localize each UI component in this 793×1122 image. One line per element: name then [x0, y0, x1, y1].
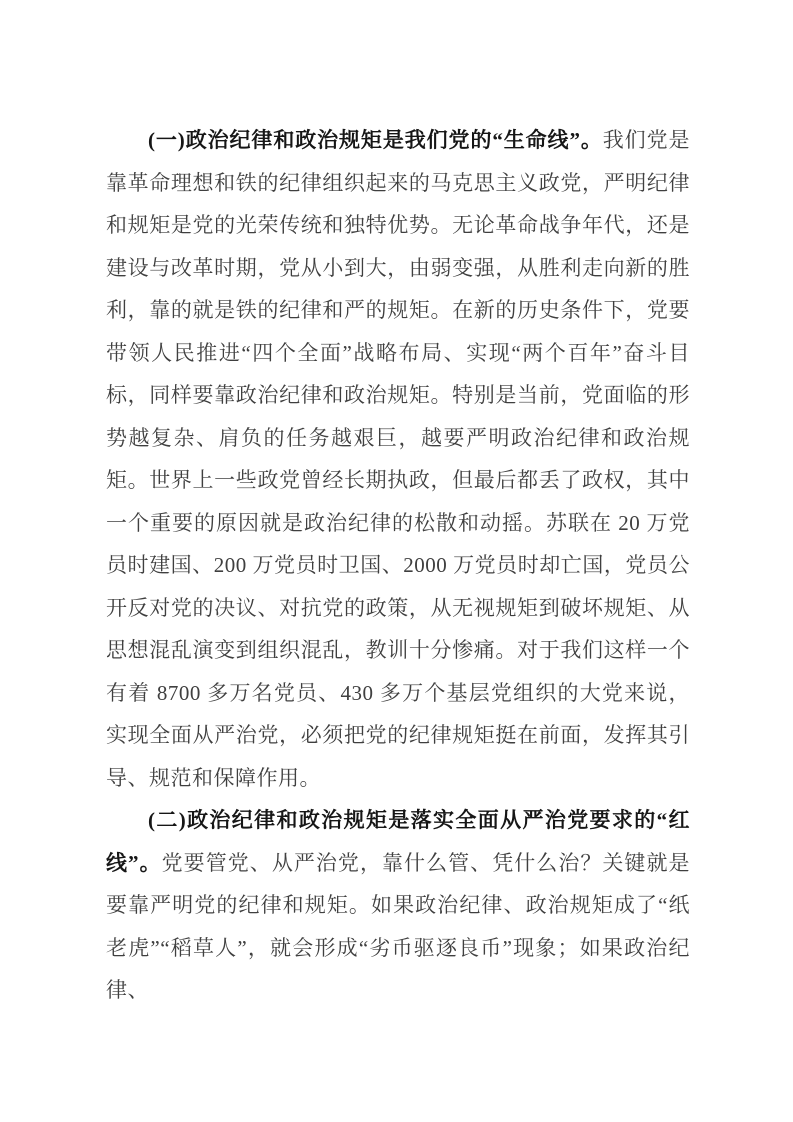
paragraph-2-body: 党要管党、从严治党，靠什么管、凭什么治？关键就是要靠严明党的纪律和规矩。如果政治纪律、政治规矩成了“纸老虎”“稻草人”，就会形成“劣币驱逐良币”现象；如果政治纪律、 — [106, 850, 691, 1002]
paragraph-1 — [106, 119, 690, 799]
paragraph-1-body: 我们党是靠革命理想和铁的纪律组织起来的马克思主义政党，严明纪律和规矩是党的光荣传统和独特优势。无论革命战争年代，还是建设与改革时期，党从小到大，由弱变强，从胜利走向新的胜利，靠的就是铁的纪律和严的规矩。在新的历史条件下，党要带领人民推进“四个全面”战略布局、实现“两个百年”奋斗目标，同样要靠政治纪律和政治规矩。特别是当前，党面临的形势越复杂、肩负的任务越艰巨，越要严明政治纪律和政治规矩。世界上一些政党曾经长期执政，但最后都丢了政权，其中一个重要的原因就是政治纪律的松散和动摇。苏联在 20 万党员时建国、200 万党员时卫国、2000 万党员时却亡国，党员公开反对党的决议、对抗党的政策，从无视规矩到破坏规矩、从思想混乱演变到组织混乱，教训十分惨痛。对于我们这样一个有着 8700 多万名党员、430 多万个基层党组织的大党来说，实现全面从严治党，必须把党的纪律规矩挺在前面，发挥其引导、规范和保障作用。 — [106, 128, 690, 790]
paragraph-1-heading: (一)政治纪律和政治规矩是我们党的“生命线”。 — [148, 128, 603, 152]
document-text-block — [106, 119, 690, 1012]
paragraph-2-heading: (二)政治纪律和政治规矩是落实全面从严治党要求的“红线”。 — [106, 808, 690, 875]
paragraph-2 — [106, 799, 690, 1012]
